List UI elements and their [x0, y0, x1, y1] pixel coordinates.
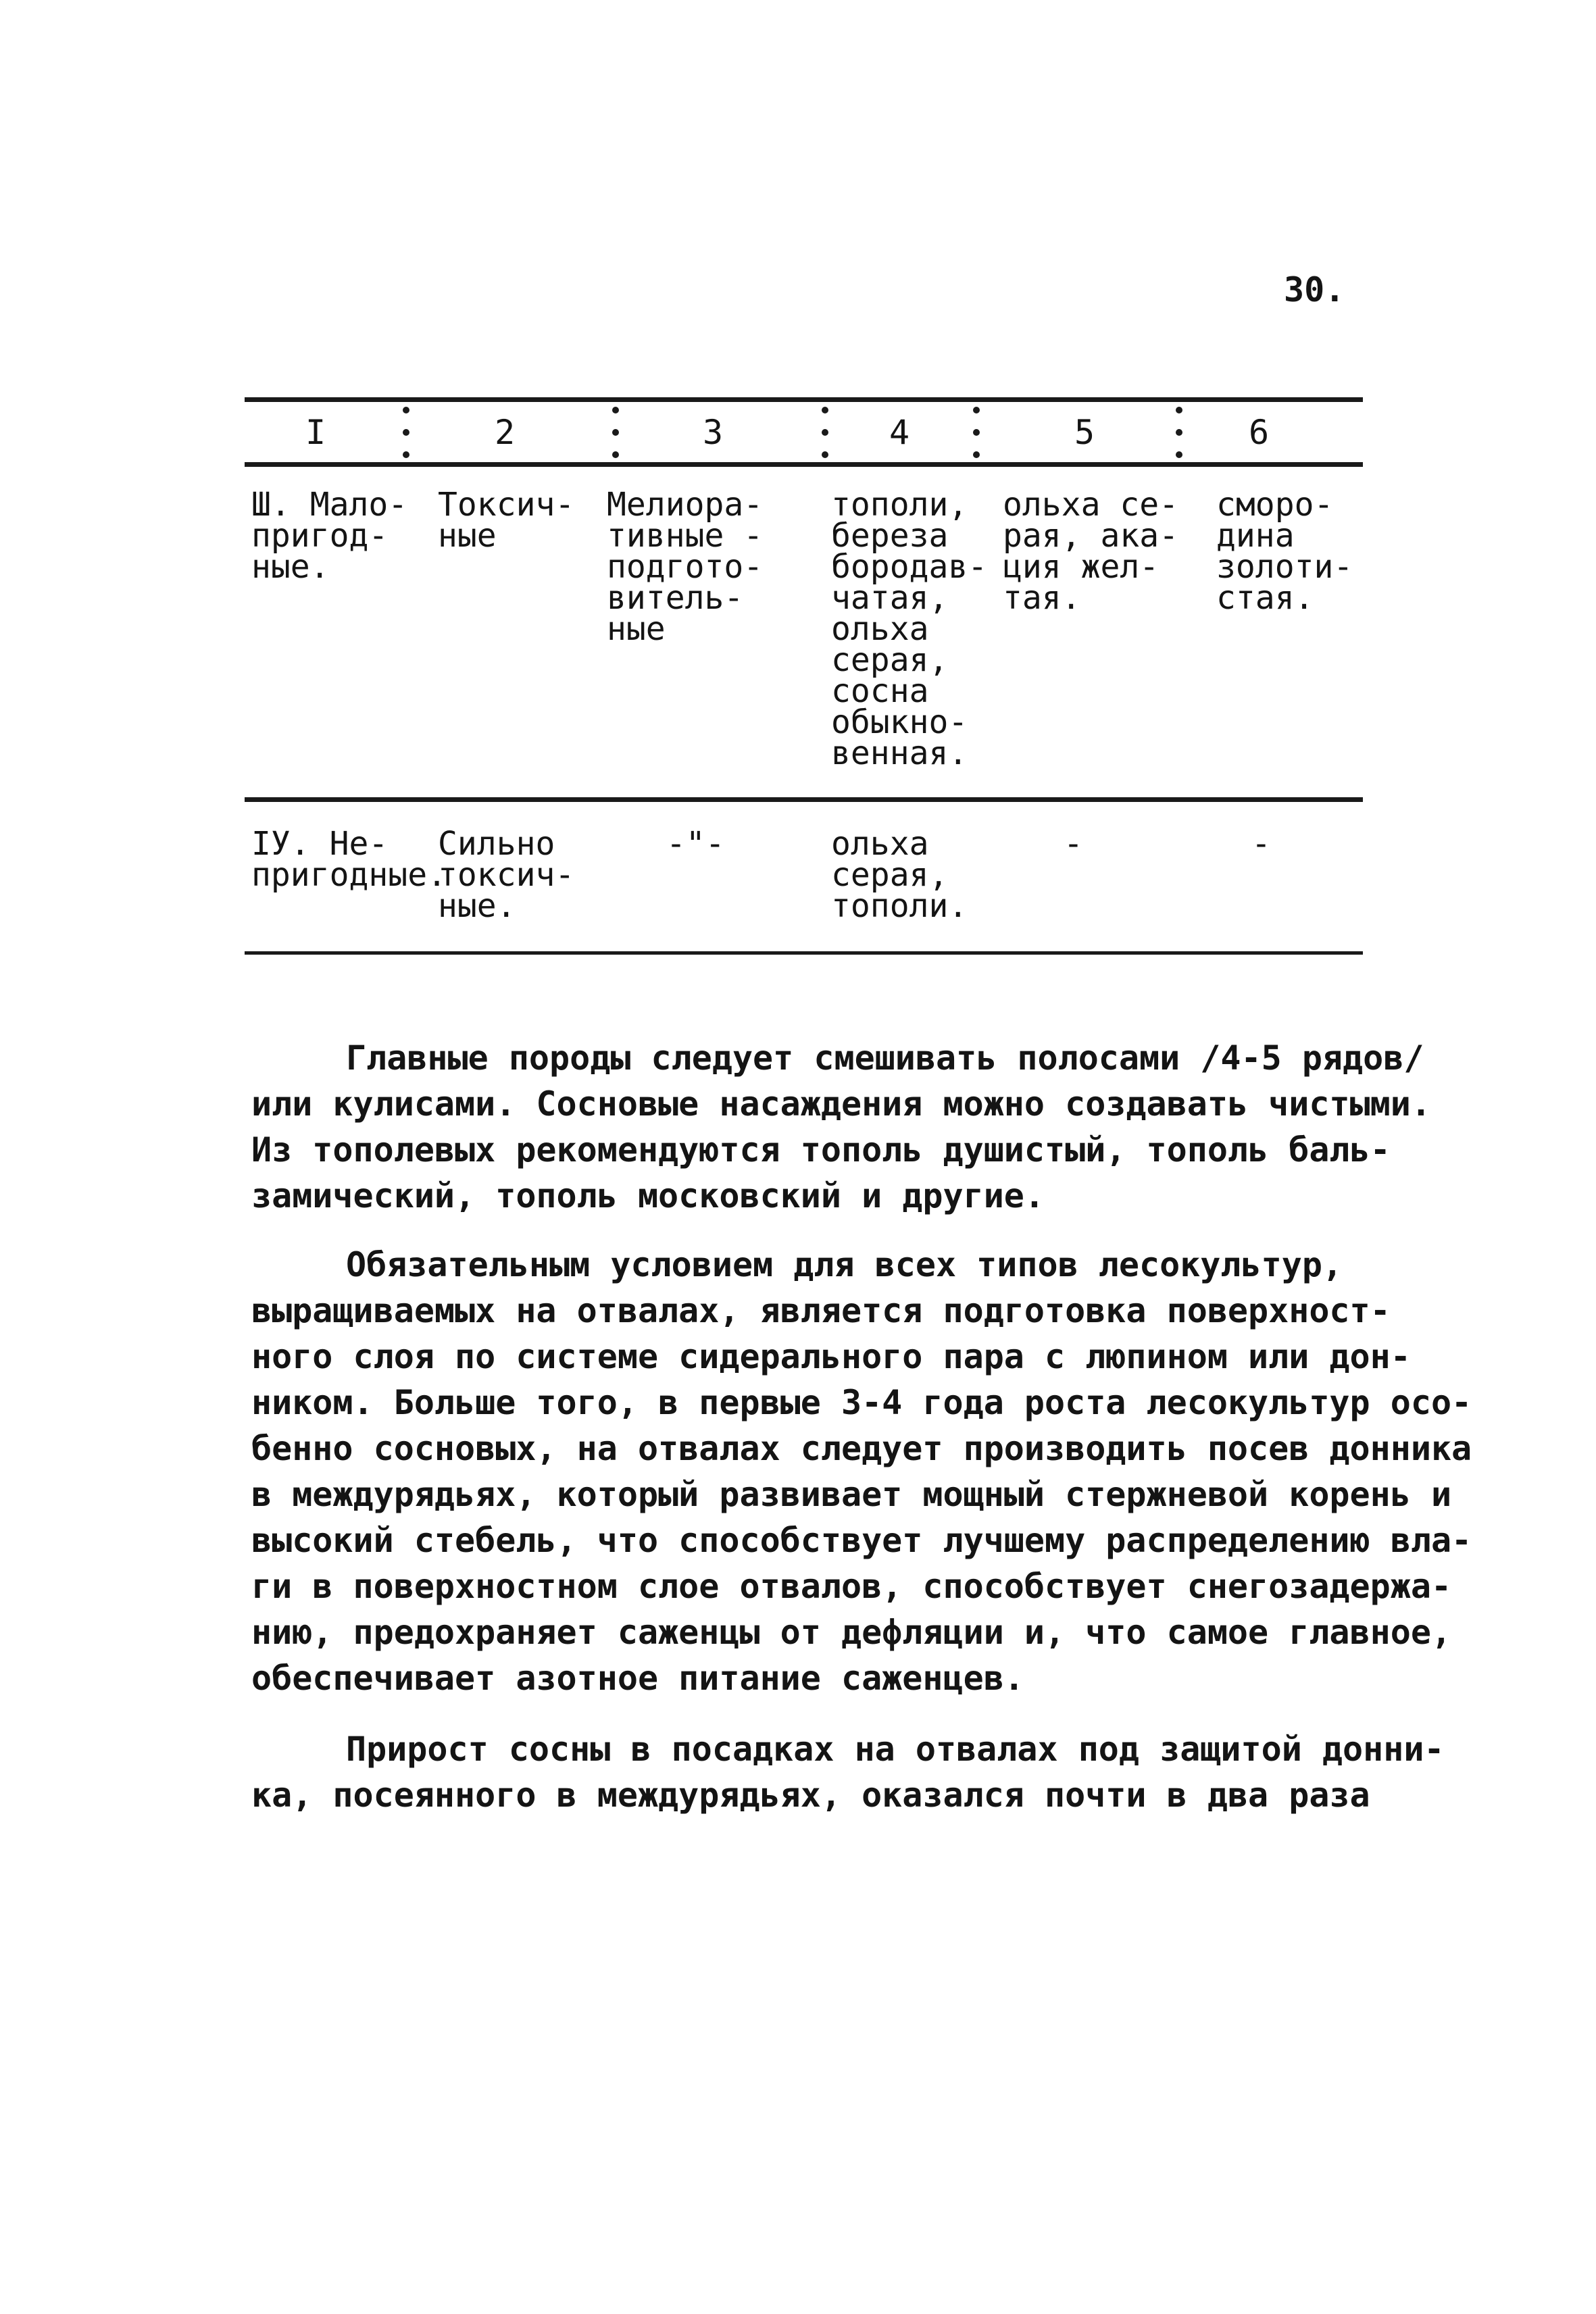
- table-cell: IУ. Не- пригодные.: [251, 825, 447, 894]
- table-cell: тополи, береза бородав- чатая, ольха серая, сосна обыкно- венная.: [831, 486, 988, 772]
- table-cell: Мелиора- тивные - подгото- витель- ные: [607, 486, 764, 648]
- header-col-5: 5: [1074, 413, 1095, 452]
- text-line: Прирост сосны в посадках на отвалах под защитой донни-: [346, 1730, 1445, 1769]
- header-col-6: 6: [1249, 413, 1270, 452]
- header-col-2: 2: [495, 413, 516, 452]
- text-line: ного слоя по системе сидерального пара с люпином или дон-: [251, 1337, 1411, 1376]
- text-line: Обязательным условием для всех типов лесокультур,: [346, 1245, 1343, 1284]
- text-line: бенно сосновых, на отвалах следует производить посев донника: [251, 1429, 1472, 1468]
- text-line: выращиваемых на отвалах, является подготовка поверхност-: [251, 1291, 1391, 1330]
- header-col-3: 3: [703, 413, 724, 452]
- column-separator: [612, 407, 619, 461]
- column-separator: [403, 407, 409, 461]
- table-cell: ольха се- рая, ака- ция жел- тая.: [1003, 486, 1179, 617]
- text-line: Главные породы следует смешивать полосами /4-5 рядов/: [346, 1038, 1424, 1078]
- column-separator: [973, 407, 980, 461]
- table-cell: Ш. Мало- пригод- ные.: [251, 486, 408, 586]
- row-divider-rule: [245, 797, 1363, 802]
- table-cell: Токсич- ные: [438, 486, 575, 555]
- table-top-rule: [245, 397, 1363, 402]
- table-cell: -"-: [666, 825, 725, 863]
- text-line: ка, посеянного в междурядьях, оказался почти в два раза: [251, 1776, 1370, 1815]
- body-paragraph-2: [251, 1242, 1472, 1701]
- text-line: высокий стебель, что способствует лучшему распределению вла-: [251, 1521, 1472, 1560]
- text-line: Из тополевых рекомендуются тополь душистый, тополь баль-: [251, 1130, 1391, 1169]
- text-line: замический, тополь московский и другие.: [251, 1176, 1045, 1215]
- table-cell: -: [1251, 825, 1271, 863]
- table-cell: -: [1064, 825, 1083, 863]
- column-separator: [822, 407, 828, 461]
- table-cell: сморо- дина золоти- стая.: [1216, 486, 1353, 617]
- header-bottom-rule: [245, 462, 1363, 467]
- header-col-1: I: [305, 413, 326, 452]
- table-cell: Сильно токсич- ные.: [438, 825, 575, 925]
- text-line: в междурядьях, который развивает мощный стержневой корень и: [251, 1475, 1452, 1514]
- table-cell: ольха серая, тополи.: [831, 825, 968, 925]
- table-bottom-rule: [245, 951, 1363, 955]
- text-line: нию, предохраняет саженцы от дефляции и, что самое главное,: [251, 1613, 1452, 1652]
- header-col-4: 4: [889, 413, 910, 452]
- body-paragraph-3: [251, 1726, 1445, 1818]
- text-line: обеспечивает азотное питание саженцев.: [251, 1659, 1024, 1698]
- body-paragraph-1: [251, 1035, 1431, 1219]
- text-line: ги в поверхностном слое отвалов, способствует снегозадержа-: [251, 1567, 1452, 1606]
- text-line: ником. Больше того, в первые 3-4 года роста лесокультур осо-: [251, 1383, 1472, 1422]
- column-separator: [1176, 407, 1182, 461]
- text-line: или кулисами. Сосновые насаждения можно создавать чистыми.: [251, 1084, 1431, 1124]
- page-number: 30.: [1284, 270, 1345, 309]
